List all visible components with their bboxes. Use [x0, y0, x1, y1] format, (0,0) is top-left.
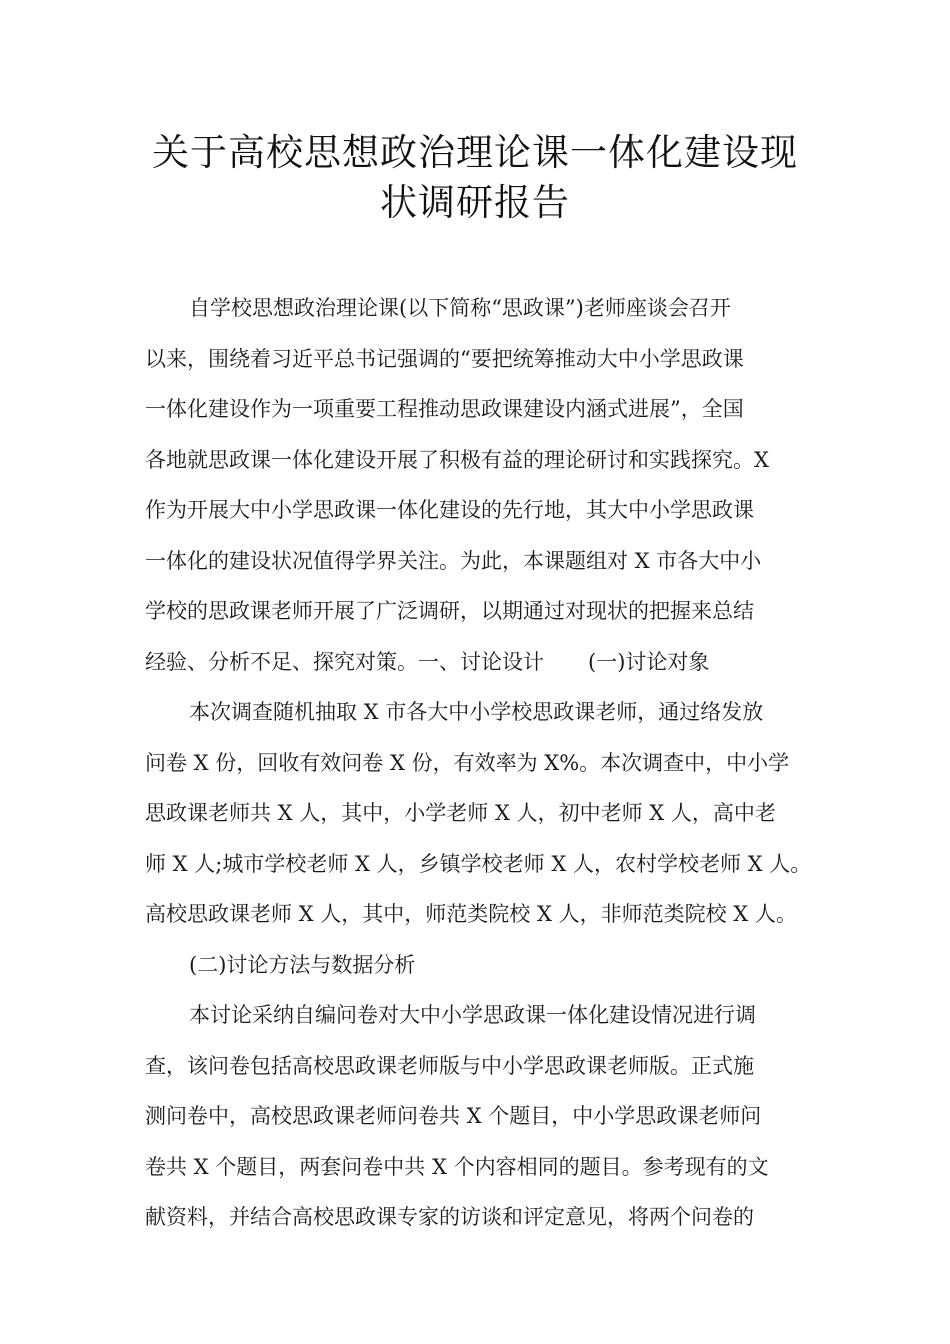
body-line: 思政课老师共 X 人，其中，小学老师 X 人，初中老师 X 人，高中老 — [145, 801, 776, 825]
body-line: 各地就思政课一体化建设开展了积极有益的理论研讨和实践探究。X — [145, 447, 769, 472]
body-line: 查，该问卷包括高校思政课老师版与中小学思政课老师版。正式施 — [145, 1053, 754, 1078]
body-line-with-heading — [145, 637, 815, 688]
body-line: 高校思政课老师 X 人，其中，师范类院校 X 人，非师范类院校 X 人。 — [145, 902, 797, 926]
body-line: 师 X 人;城市学校老师 X 人，乡镇学校老师 X 人，农村学校老师 X 人。 — [145, 851, 812, 876]
body-line: 本讨论采纳自编问卷对大中小学思政课一体化建设情况进行调 — [189, 1003, 756, 1027]
body-line: 本次调查随机抽取 X 市各大中小学校思政课老师，通过络发放 — [189, 700, 764, 724]
body-line: 测问卷中，高校思政课老师问卷共 X 个题目，中小学思政课老师问 — [145, 1104, 762, 1128]
section-heading-research-subjects: (一)讨论对象 — [588, 649, 710, 674]
body-line: 问卷 X 份，回收有效问卷 X 份，有效率为 X%。本次调查中，中小学 — [145, 750, 790, 775]
body-line: 一体化建设作为一项重要工程推动思政课建设内涵式进展”，全国 — [145, 397, 744, 421]
title-line-1: 关于高校思想政治理论课一体化建设现 — [152, 131, 798, 174]
body-line: 学校的思政课老师开展了广泛调研，以期通过对现状的把握来总结 — [145, 599, 754, 623]
body-line: 自学校思想政治理论课(以下简称“思政课”)老师座谈会召开 — [189, 296, 731, 320]
document-body — [145, 283, 815, 1243]
body-line: 一体化的建设状况值得学界关注。为此，本课题组对 X 市各大中小 — [145, 548, 762, 573]
title-line-2: 状调研报告 — [380, 181, 570, 224]
body-line-text: 经验、分析不足、探究对策。一、讨论设计 — [145, 649, 544, 674]
body-line: 献资料，并结合高校思政课专家的访谈和评定意见，将两个问卷的 — [145, 1205, 754, 1229]
section-heading-methods: (二)讨论方法与数据分析 — [189, 952, 416, 977]
body-line: 以来，围绕着习近平总书记强调的“要把统筹推动大中小学思政课 — [145, 346, 744, 371]
document-title — [120, 128, 830, 228]
body-line: 卷共 X 个题目，两套问卷中共 X 个内容相同的题目。参考现有的文 — [145, 1154, 769, 1179]
body-line: 作为开展大中小学思政课一体化建设的先行地，其大中小学思政课 — [145, 498, 754, 522]
